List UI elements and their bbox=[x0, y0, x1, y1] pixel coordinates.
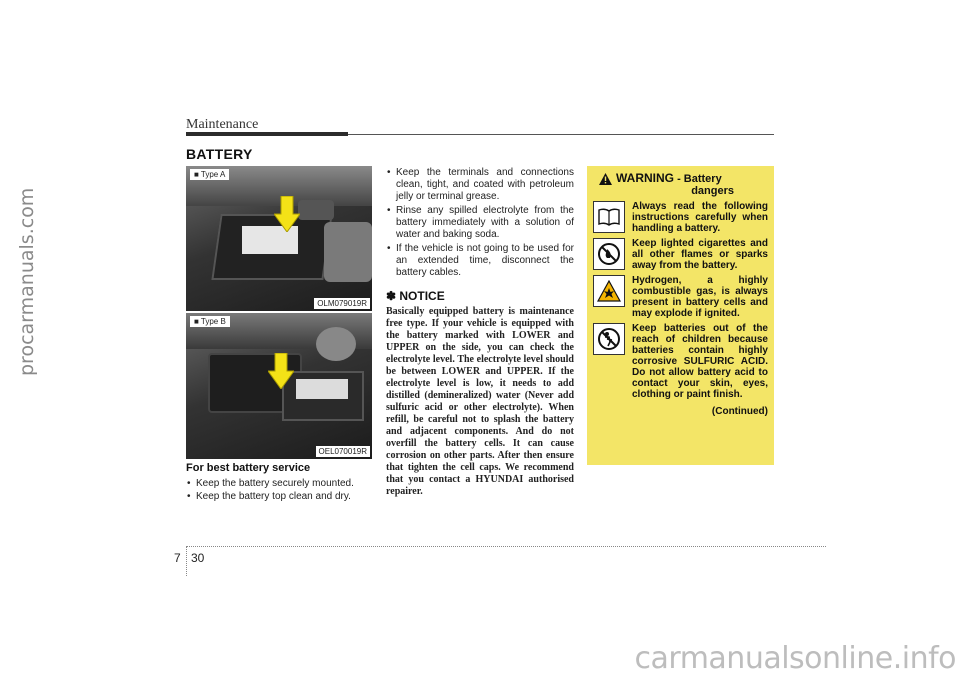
engine-part bbox=[316, 327, 356, 361]
manual-book-icon bbox=[593, 201, 625, 233]
battery-photo-type-b bbox=[186, 313, 372, 459]
warning-item-text: Keep lighted cigarettes and all other flames or sparks away from the battery. bbox=[632, 238, 768, 271]
service-heading: For best battery service bbox=[186, 462, 311, 474]
warning-item bbox=[593, 201, 768, 234]
engine-part bbox=[324, 222, 372, 282]
care-bullet-list bbox=[386, 167, 574, 279]
header-rule bbox=[186, 132, 348, 136]
page-header-title: Maintenance bbox=[186, 117, 259, 132]
page-number: 30 bbox=[191, 551, 205, 565]
footer-rule bbox=[186, 546, 826, 547]
warning-item-text: Hydrogen, a highly combustible gas, is always present in battery cells and may explode if ignited. bbox=[632, 275, 768, 319]
warning-item bbox=[593, 323, 768, 400]
photo-type-label: ■ Type B bbox=[190, 316, 230, 327]
yellow-down-arrow-icon bbox=[268, 353, 294, 389]
photo-type-label: ■ Type A bbox=[190, 169, 229, 180]
keep-away-children-icon bbox=[593, 323, 625, 355]
battery-care-column bbox=[386, 167, 574, 498]
battery-service-section bbox=[186, 462, 374, 504]
chapter-number: 7 bbox=[174, 551, 181, 565]
notice-title: ✽ NOTICE bbox=[386, 289, 445, 303]
bottom-watermark: carmanualsonline.info bbox=[634, 641, 956, 676]
care-bullet: • Keep the terminals and connections clean, tight, and coated with petroleum jelly or terminal grease. bbox=[386, 167, 574, 203]
service-bullet-list bbox=[186, 478, 374, 503]
section-title: BATTERY bbox=[186, 146, 253, 162]
warning-item bbox=[593, 238, 768, 271]
no-smoking-flame-icon bbox=[593, 238, 625, 270]
warning-header bbox=[599, 172, 768, 185]
warning-item bbox=[593, 275, 768, 319]
photo-code: OLM079019R bbox=[314, 298, 370, 309]
care-bullet: • Rinse any spilled electrolyte from the battery immediately with a solution of water and baking soda. bbox=[386, 205, 574, 241]
warning-continued: (Continued) bbox=[711, 406, 768, 417]
yellow-down-arrow-icon bbox=[274, 196, 300, 232]
battery-sticker bbox=[296, 379, 348, 399]
battery-terminal bbox=[298, 200, 334, 220]
care-bullet: • If the vehicle is not going to be used for an extended time, disconnect the battery cables. bbox=[386, 243, 574, 279]
footer-divider bbox=[186, 546, 187, 576]
warning-item-text: Keep batteries out of the reach of children because batteries contain highly corrosive SULFURIC ACID. Do not allow battery acid to contact your skin, eyes, clothing or paint finish. bbox=[632, 323, 768, 400]
warning-item-text: Always read the following instructions carefully when handling a battery. bbox=[632, 201, 768, 234]
service-bullet: • Keep the battery securely mounted. bbox=[186, 478, 374, 490]
side-watermark: procarmanuals.com bbox=[16, 187, 38, 376]
notice-body: Basically equipped battery is maintenance free type. If your vehicle is equipped with the battery marked with LOWER and UPPER on the side, you can check the electrolyte level. The electrolyte level should be between LOWER and UPPER. If the electrolyte level is low, it needs to add distilled (demineralized) water (Never add sulfuric acid or other electrolyte). When refill, be careful not to splash the battery and adjacent components. And do not overfill the battery cells. It can cause corrosion on other parts. After then ensure that tighten the cell caps. We recommend that you contact a HYUNDAI authorised repairer. bbox=[386, 306, 574, 497]
warning-triangle-icon bbox=[599, 173, 612, 185]
warning-subtitle-line2: dangers bbox=[691, 185, 734, 197]
warning-title: WARNING bbox=[616, 171, 674, 185]
warning-box bbox=[587, 166, 774, 465]
explosion-icon bbox=[593, 275, 625, 307]
service-bullet: • Keep the battery top clean and dry. bbox=[186, 491, 374, 503]
header-rule-thin bbox=[348, 134, 774, 135]
photo-code: OEL070019R bbox=[316, 446, 370, 457]
battery-photo-type-a bbox=[186, 166, 372, 311]
warning-subtitle: - Battery bbox=[677, 173, 722, 185]
